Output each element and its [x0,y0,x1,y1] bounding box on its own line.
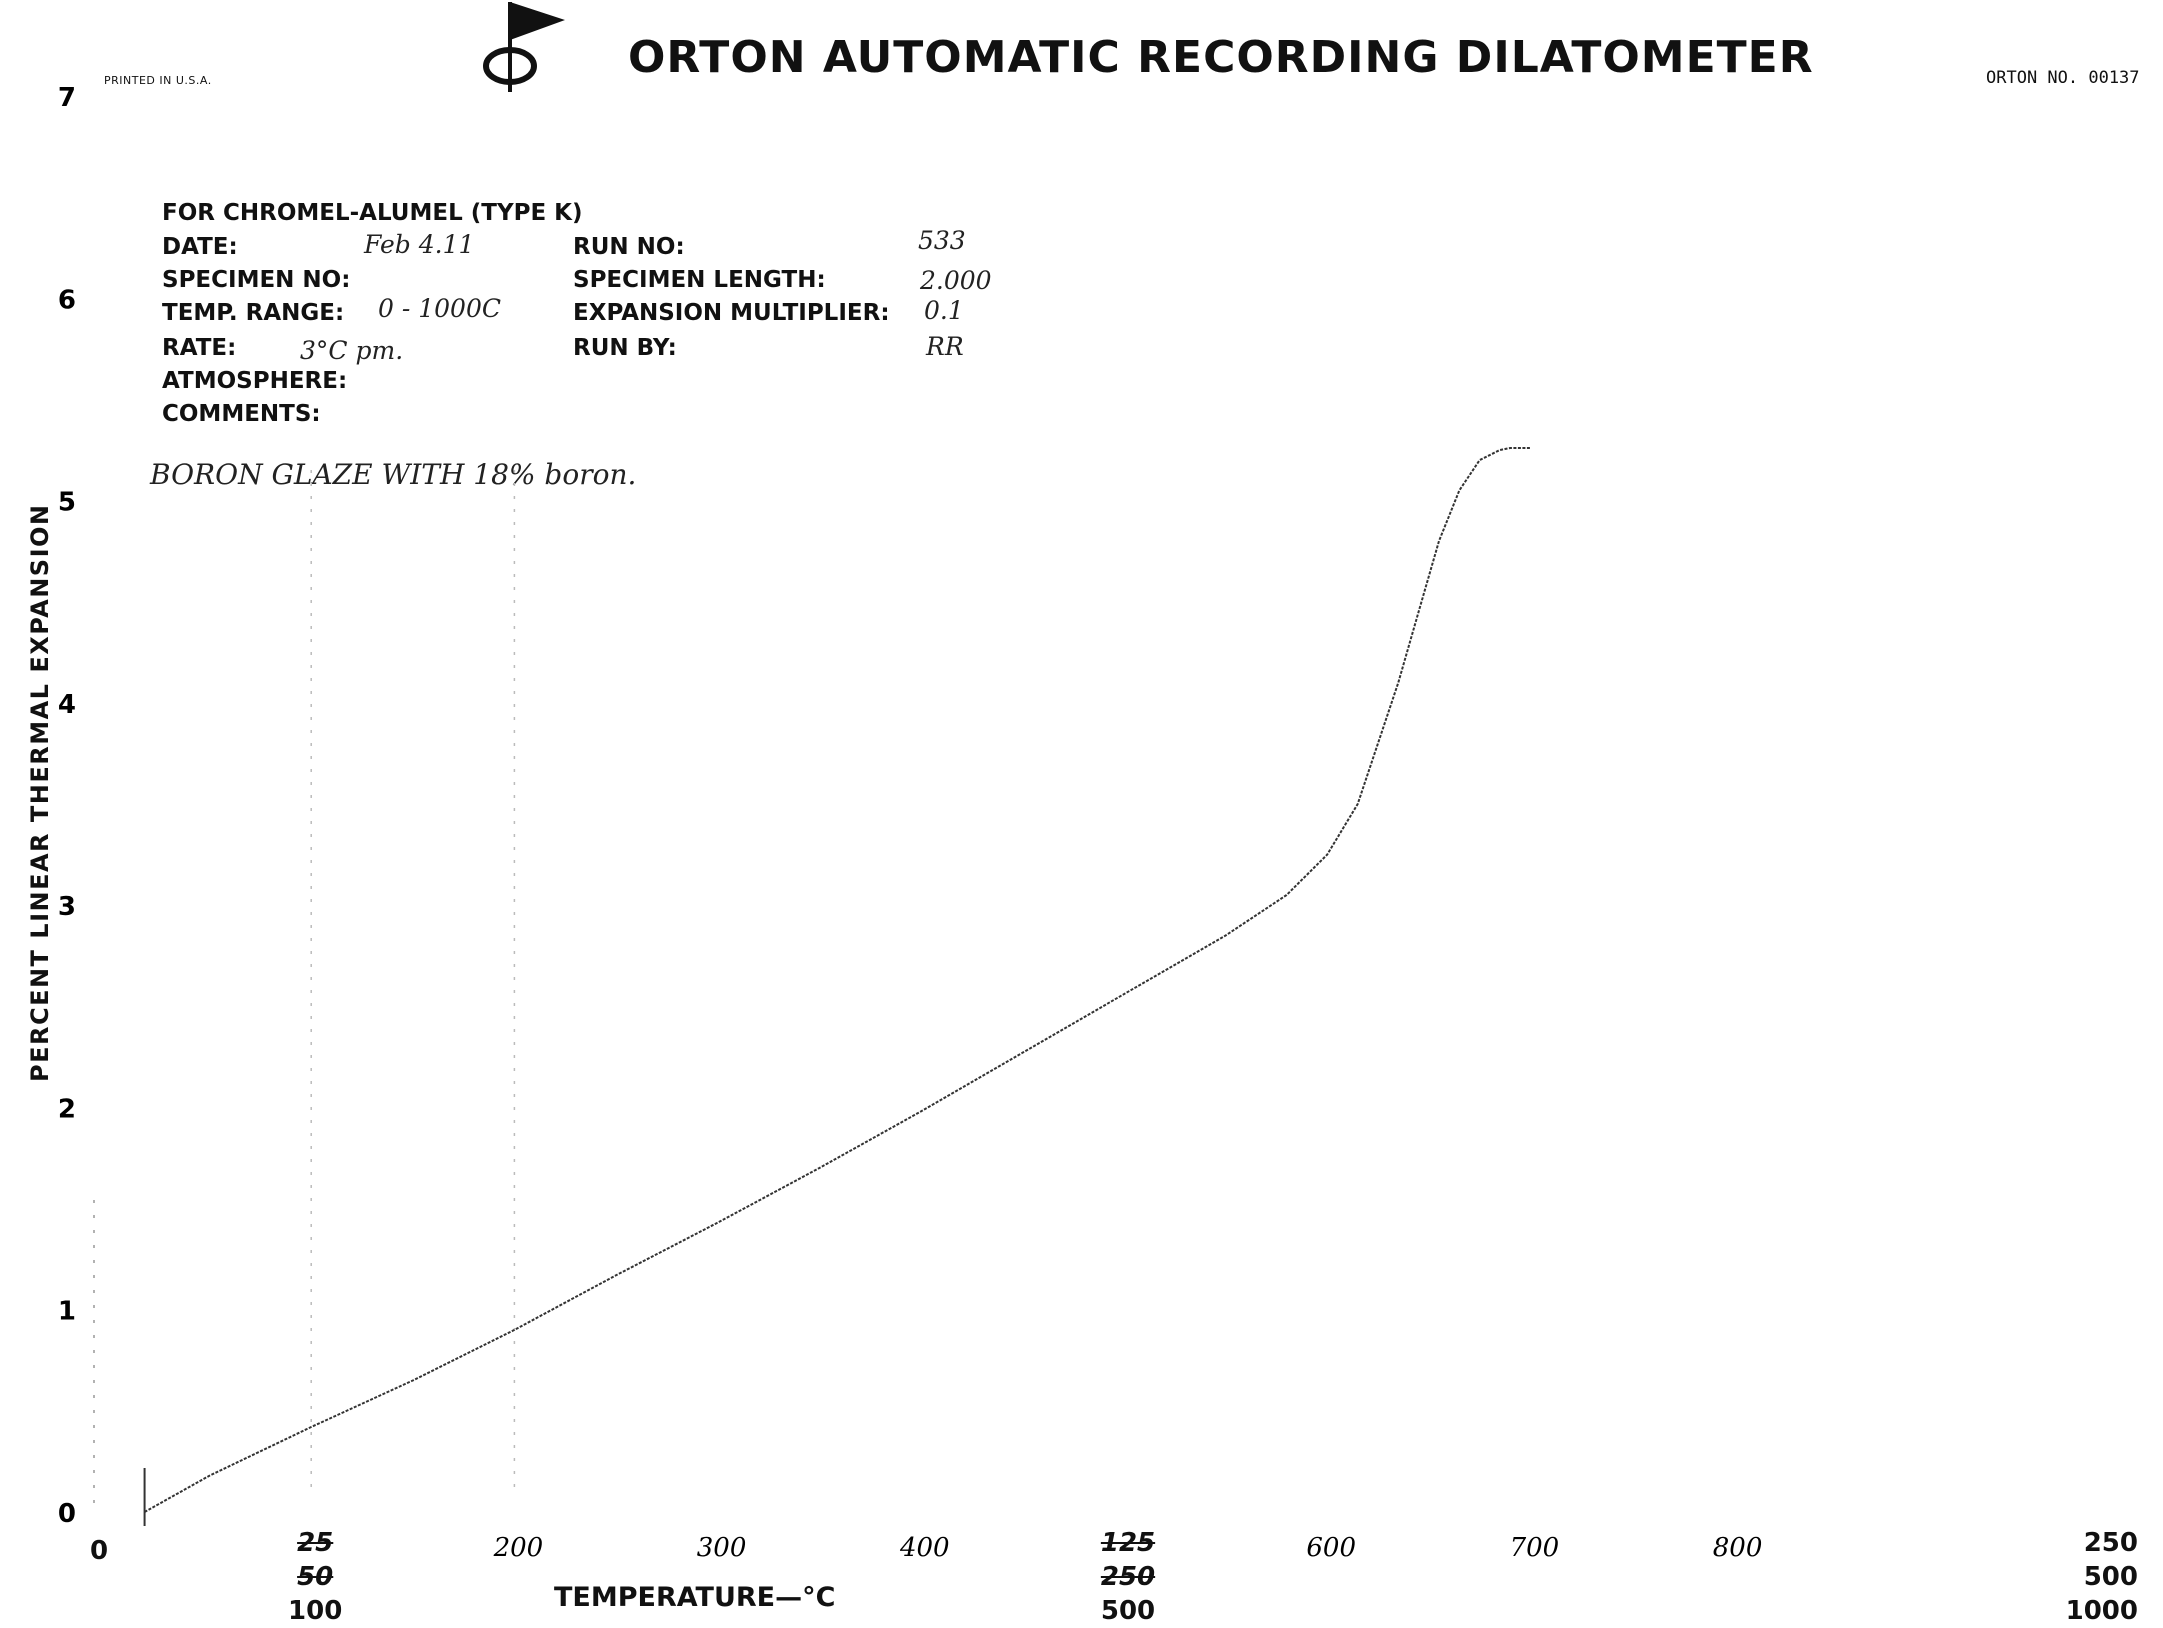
x-scale-label: 500 [2083,1562,2138,1592]
x-axis-label: TEMPERATURE—°C [554,1582,836,1613]
x-tick-label-handwritten: 600 [1306,1533,1357,1563]
x-scale-label: 250 [2083,1528,2138,1558]
y-tick-label: 6 [57,285,76,316]
x-scale-column [1083,1526,1173,1628]
y-tick-label: 0 [57,1499,76,1529]
page-title: ORTON AUTOMATIC RECORDING DILATOMETER [628,32,1814,83]
specimen-length-label: SPECIMEN LENGTH: [573,267,826,293]
thermocouple-type-label: FOR CHROMEL-ALUMEL (TYPE K) [162,200,583,226]
comment-text: BORON GLAZE WITH 18% boron. [150,458,637,491]
x-scale-label: 1000 [2065,1596,2138,1626]
x-scale-label: 250 [1100,1562,1156,1592]
run-by-label: RUN BY: [573,335,677,361]
specimen-no-label: SPECIMEN NO: [162,267,351,293]
expansion-curve [145,448,1531,1512]
date-value: Feb 4.11 [364,230,475,259]
x-scale-label: 100 [288,1596,343,1626]
temp-range-value: 0 - 1000C [378,294,501,323]
run-no-value: 533 [918,226,966,255]
x-scale-column [2048,1526,2138,1628]
y-tick-label: 1 [57,1296,76,1327]
x-tick-label-handwritten: 200 [493,1533,544,1563]
x-tick-label-handwritten: 800 [1712,1533,1763,1563]
x-tick-label-handwritten: 700 [1509,1533,1560,1563]
x-scale-label: 50 [297,1562,334,1592]
x-tick-origin: 0 [90,1536,109,1566]
x-scale-label: 500 [1100,1596,1156,1626]
specimen-length-value: 2.000 [920,266,992,295]
y-tick-label: 2 [57,1094,76,1125]
x-scale-label: 25 [297,1528,334,1558]
x-scale-column [270,1526,360,1628]
x-tick-label-handwritten: 400 [899,1533,950,1563]
comments-label: COMMENTS: [162,401,321,427]
run-no-label: RUN NO: [573,234,685,260]
expansion-multiplier-label: EXPANSION MULTIPLIER: [573,300,890,326]
y-tick-label: 4 [57,689,76,720]
y-tick-label: 5 [57,487,76,518]
temp-range-label: TEMP. RANGE: [162,300,345,326]
y-tick-label: 3 [57,892,76,923]
x-tick-label-handwritten: 300 [696,1533,747,1563]
rate-value: 3°C pm. [300,336,404,365]
atmosphere-label: ATMOSPHERE: [162,368,348,394]
y-tick-label: 7 [57,83,76,113]
date-label: DATE: [162,234,238,260]
run-by-value: RR [926,332,964,361]
rate-label: RATE: [162,335,237,361]
orton-number: ORTON NO. 00137 [1986,68,2140,88]
y-axis-label: PERCENT LINEAR THERMAL EXPANSION [26,503,54,1082]
x-scale-label: 125 [1100,1528,1156,1558]
printed-in-usa-note: PRINTED IN U.S.A. [104,74,212,87]
expansion-multiplier-value: 0.1 [924,296,964,325]
